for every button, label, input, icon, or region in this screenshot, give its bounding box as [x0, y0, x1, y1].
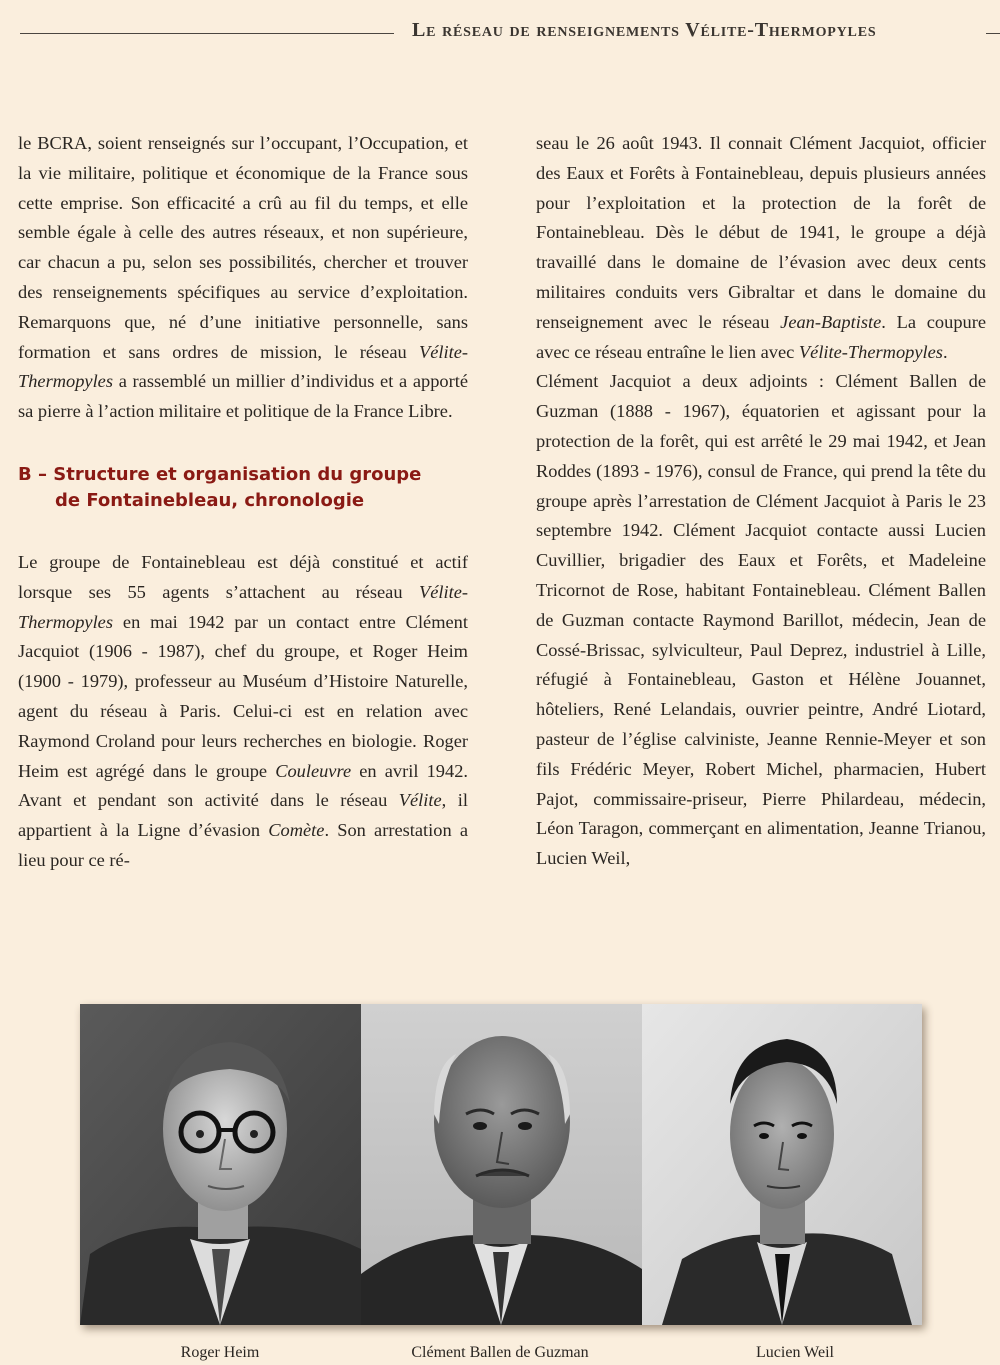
text-run: a rassemblé un millier d’individus et a apporté sa pierre à l’action militaire et politique de la France Libre.	[18, 371, 468, 422]
italic-text-run: Vélite-Thermopyles	[18, 581, 468, 632]
italic-text-run: Vélite-Thermopyles	[798, 341, 943, 362]
portrait-photo-2	[361, 1004, 642, 1325]
photo-caption-2: Clément Ballen de Guzman	[411, 1344, 589, 1361]
left-paragraph-1	[18, 129, 468, 427]
text-run: seau le 26 août 1943. Il connait Clément Jacquiot, officier des Eaux et Forêts à Fontainebleau, depuis plusieurs années pour l’exploitation et la protection de la forêt de Fontainebleau. Dès le début de 1941, le groupe a déjà travaillé dans le domaine de l’évasion avec deux cents militaires conduits vers Gibraltar et dans le domaine du renseignement avec le réseau	[536, 133, 986, 332]
section-heading	[18, 462, 468, 514]
text-run: . La coupure avec ce réseau entraîne le lien avec	[536, 311, 986, 362]
section-heading-line-1: B – Structure et organisation du groupe	[18, 463, 422, 485]
photo-caption-3: Lucien Weil	[756, 1344, 834, 1361]
right-paragraph-2	[536, 367, 986, 874]
portrait-photo-1	[80, 1004, 361, 1325]
italic-text-run: Couleuvre	[275, 760, 352, 781]
left-column	[18, 129, 468, 876]
text-run: Le groupe de Fontainebleau est déjà constitué et actif lorsque ses 55 agents s’attachent au réseau	[18, 551, 468, 602]
header-rule-left	[20, 33, 394, 34]
text-run: , il appartient à la Ligne d’évasion	[18, 790, 468, 841]
right-paragraph-1	[536, 129, 986, 367]
italic-text-run: Vélite-Thermopyles	[18, 341, 468, 392]
italic-text-run: Vélite	[398, 790, 442, 811]
italic-text-run: Jean-Baptiste	[780, 311, 882, 332]
italic-text-run: Comète	[268, 820, 325, 841]
portrait-photo-strip	[80, 1004, 922, 1325]
header-rule-right	[986, 33, 1000, 34]
photo-caption-1: Roger Heim	[180, 1344, 260, 1361]
text-run: .	[942, 341, 948, 362]
text-run: en mai 1942 par un contact entre Clément Jacquiot (1906 - 1987), chef du groupe, et Roger Heim (1900 - 1979), professeur au Muséum d’Histoire Naturelle, agent du réseau à Paris. Celui-ci est en relation avec Raymond Croland pour leurs recherches en biologie. Roger Heim est agrégé dans le groupe	[18, 611, 468, 781]
running-header	[0, 18, 1000, 48]
portrait-photo-3	[642, 1004, 922, 1325]
section-heading-line-2: de Fontainebleau, chronologie	[55, 489, 365, 511]
left-paragraph-2	[18, 548, 468, 876]
text-run: . Son arrestation a lieu pour ce ré-	[18, 820, 468, 870]
header-title: Le réseau de renseignements Vélite-Thermopyles	[412, 19, 877, 41]
text-run: Clément Jacquiot a deux adjoints : Clément Ballen de Guzman (1888 - 1967), équatorien et agissant pour la protection de la forêt, qui est arrêté le 29 mai 1942, et Jean Roddes (1893 - 1976), consul de France, qui prend la tête du groupe après l’arrestation de Clément Jacquiot à Paris le 23 septembre 1942. Clément Jacquiot contacte aussi Lucien Cuvillier, brigadier des Eaux et Forêts, et Madeleine Tricornot de Rose, habitant Fontainebleau. Clément Ballen de Guzman contacte Raymond Barillot, médecin, Jean de Cossé-Brissac, sylviculteur, Paul Deprez, industriel à Lille, réfugié à Fontainebleau, Gaston et Hélène Jouannet, hôteliers, René Lelandais, ouvrier peintre, André Liotard, pasteur de l’église calviniste, Jeanne Rennie-Meyer et son fils Frédéric Meyer, Robert Michel, pharmacien, Hubert Pajot, commissaire-priseur, Pierre Philardeau, médecin, Léon Taragon, commerçant en alimentation, Jeanne Trianou, Lucien Weil,	[536, 371, 986, 869]
text-run: en avril 1942. Avant et pendant son activité dans le réseau	[18, 760, 468, 811]
right-column	[536, 129, 986, 874]
text-run: le BCRA, soient renseignés sur l’occupant, l’Occupation, et la vie militaire, politique et économique de la France sous cette emprise. Son efficacité a crû au fil du temps, et elle semble égale à celle des autres réseaux, et non supérieure, car chacun a pu, selon ses possibilités, chercher et trouver des renseignements spécifiques au service d’exploitation. Remarquons que, né d’une initiative personnelle, sans formation et sans ordres de mission, le réseau	[18, 133, 468, 362]
